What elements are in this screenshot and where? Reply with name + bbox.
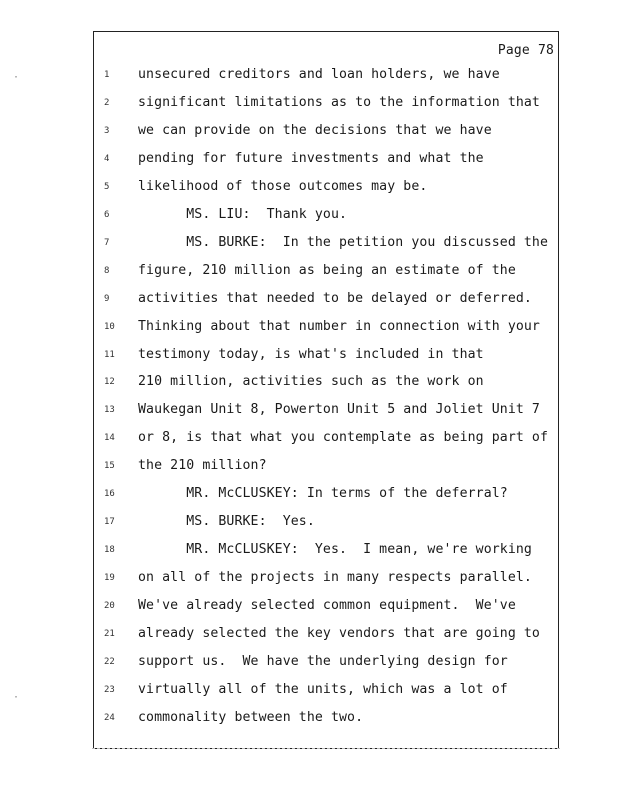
line-number: 23 bbox=[104, 684, 115, 695]
line-text: we can provide on the decisions that we have bbox=[138, 122, 492, 138]
line-number: 24 bbox=[104, 712, 115, 723]
line-number: 10 bbox=[104, 321, 115, 332]
line-text: Waukegan Unit 8, Powerton Unit 5 and Joliet Unit 7 bbox=[138, 402, 540, 418]
line-number: 7 bbox=[104, 237, 110, 248]
line-number: 18 bbox=[104, 545, 115, 556]
scan-artifact-line bbox=[92, 748, 560, 754]
line-text: likelihood of those outcomes may be. bbox=[138, 178, 428, 194]
line-text: testimony today, is what's included in that bbox=[138, 346, 484, 362]
transcript-line bbox=[94, 483, 560, 505]
transcript-line bbox=[94, 176, 560, 198]
line-number: 3 bbox=[104, 125, 110, 136]
transcript-line bbox=[94, 120, 560, 142]
line-number: 12 bbox=[104, 377, 115, 388]
line-text: MR. McCLUSKEY: In terms of the deferral? bbox=[138, 486, 508, 502]
transcript-line bbox=[94, 623, 560, 645]
line-text: MS. BURKE: In the petition you discussed the bbox=[138, 234, 549, 250]
line-number: 4 bbox=[104, 153, 110, 164]
line-text: MR. McCLUSKEY: Yes. I mean, we're working bbox=[138, 542, 532, 558]
line-text: on all of the projects in many respects parallel. bbox=[138, 570, 532, 586]
line-number: 15 bbox=[104, 461, 115, 472]
line-number: 1 bbox=[104, 70, 110, 80]
line-text: MS. BURKE: Yes. bbox=[138, 514, 315, 530]
transcript-line bbox=[94, 455, 560, 477]
line-text: MS. LIU: Thank you. bbox=[138, 206, 348, 222]
transcript-page bbox=[93, 31, 559, 749]
transcript-line bbox=[94, 595, 560, 617]
line-number: 14 bbox=[104, 433, 115, 444]
transcript-line bbox=[94, 651, 560, 673]
line-text: pending for future investments and what the bbox=[138, 150, 484, 166]
page-number: Page 78 bbox=[497, 43, 554, 58]
scan-mark: · bbox=[13, 692, 20, 703]
transcript-line bbox=[94, 232, 560, 254]
line-number: 21 bbox=[104, 629, 115, 639]
line-number: 2 bbox=[104, 97, 110, 108]
transcript-line bbox=[94, 316, 560, 338]
transcript-line bbox=[94, 399, 560, 421]
transcript-line bbox=[94, 288, 560, 310]
transcript-line bbox=[94, 679, 560, 701]
line-number: 9 bbox=[104, 293, 110, 304]
line-number: 19 bbox=[104, 573, 115, 584]
transcript-line bbox=[94, 344, 560, 366]
line-text: the 210 million? bbox=[138, 458, 267, 474]
line-number: 5 bbox=[104, 181, 110, 192]
transcript-line bbox=[94, 539, 560, 561]
transcript-line bbox=[94, 427, 560, 449]
line-text: Thinking about that number in connection with your bbox=[138, 318, 540, 334]
line-number: 6 bbox=[104, 209, 110, 220]
transcript-line bbox=[94, 260, 560, 282]
line-text: virtually all of the units, which was a lot of bbox=[138, 681, 508, 697]
line-text: support us. We have the underlying design for bbox=[138, 653, 508, 669]
line-number: 17 bbox=[104, 517, 115, 528]
line-text: or 8, is that what you contemplate as being part of bbox=[138, 430, 549, 446]
line-number: 16 bbox=[104, 489, 115, 500]
line-text: unsecured creditors and loan holders, we have bbox=[138, 67, 500, 82]
scan-mark: · bbox=[13, 72, 20, 83]
line-text: significant limitations as to the information that bbox=[138, 94, 540, 110]
line-text: We've already selected common equipment. We've bbox=[138, 598, 516, 614]
line-text: commonality between the two. bbox=[138, 709, 364, 725]
line-number: 8 bbox=[104, 265, 110, 276]
transcript-line bbox=[94, 64, 560, 86]
transcript-line bbox=[94, 204, 560, 226]
line-text: activities that needed to be delayed or deferred. bbox=[138, 290, 532, 306]
line-number: 20 bbox=[104, 601, 115, 612]
transcript-line bbox=[94, 371, 560, 393]
transcript-line bbox=[94, 707, 560, 729]
transcript-line bbox=[94, 148, 560, 170]
line-number: 22 bbox=[104, 656, 115, 667]
transcript-line bbox=[94, 511, 560, 533]
line-text: figure, 210 million as being an estimate of the bbox=[138, 262, 516, 278]
transcript-line bbox=[94, 567, 560, 589]
line-number: 11 bbox=[104, 349, 115, 360]
line-text: already selected the key vendors that are going to bbox=[138, 626, 540, 641]
transcript-line bbox=[94, 92, 560, 114]
line-text: 210 million, activities such as the work on bbox=[138, 374, 484, 390]
line-number: 13 bbox=[104, 405, 115, 416]
